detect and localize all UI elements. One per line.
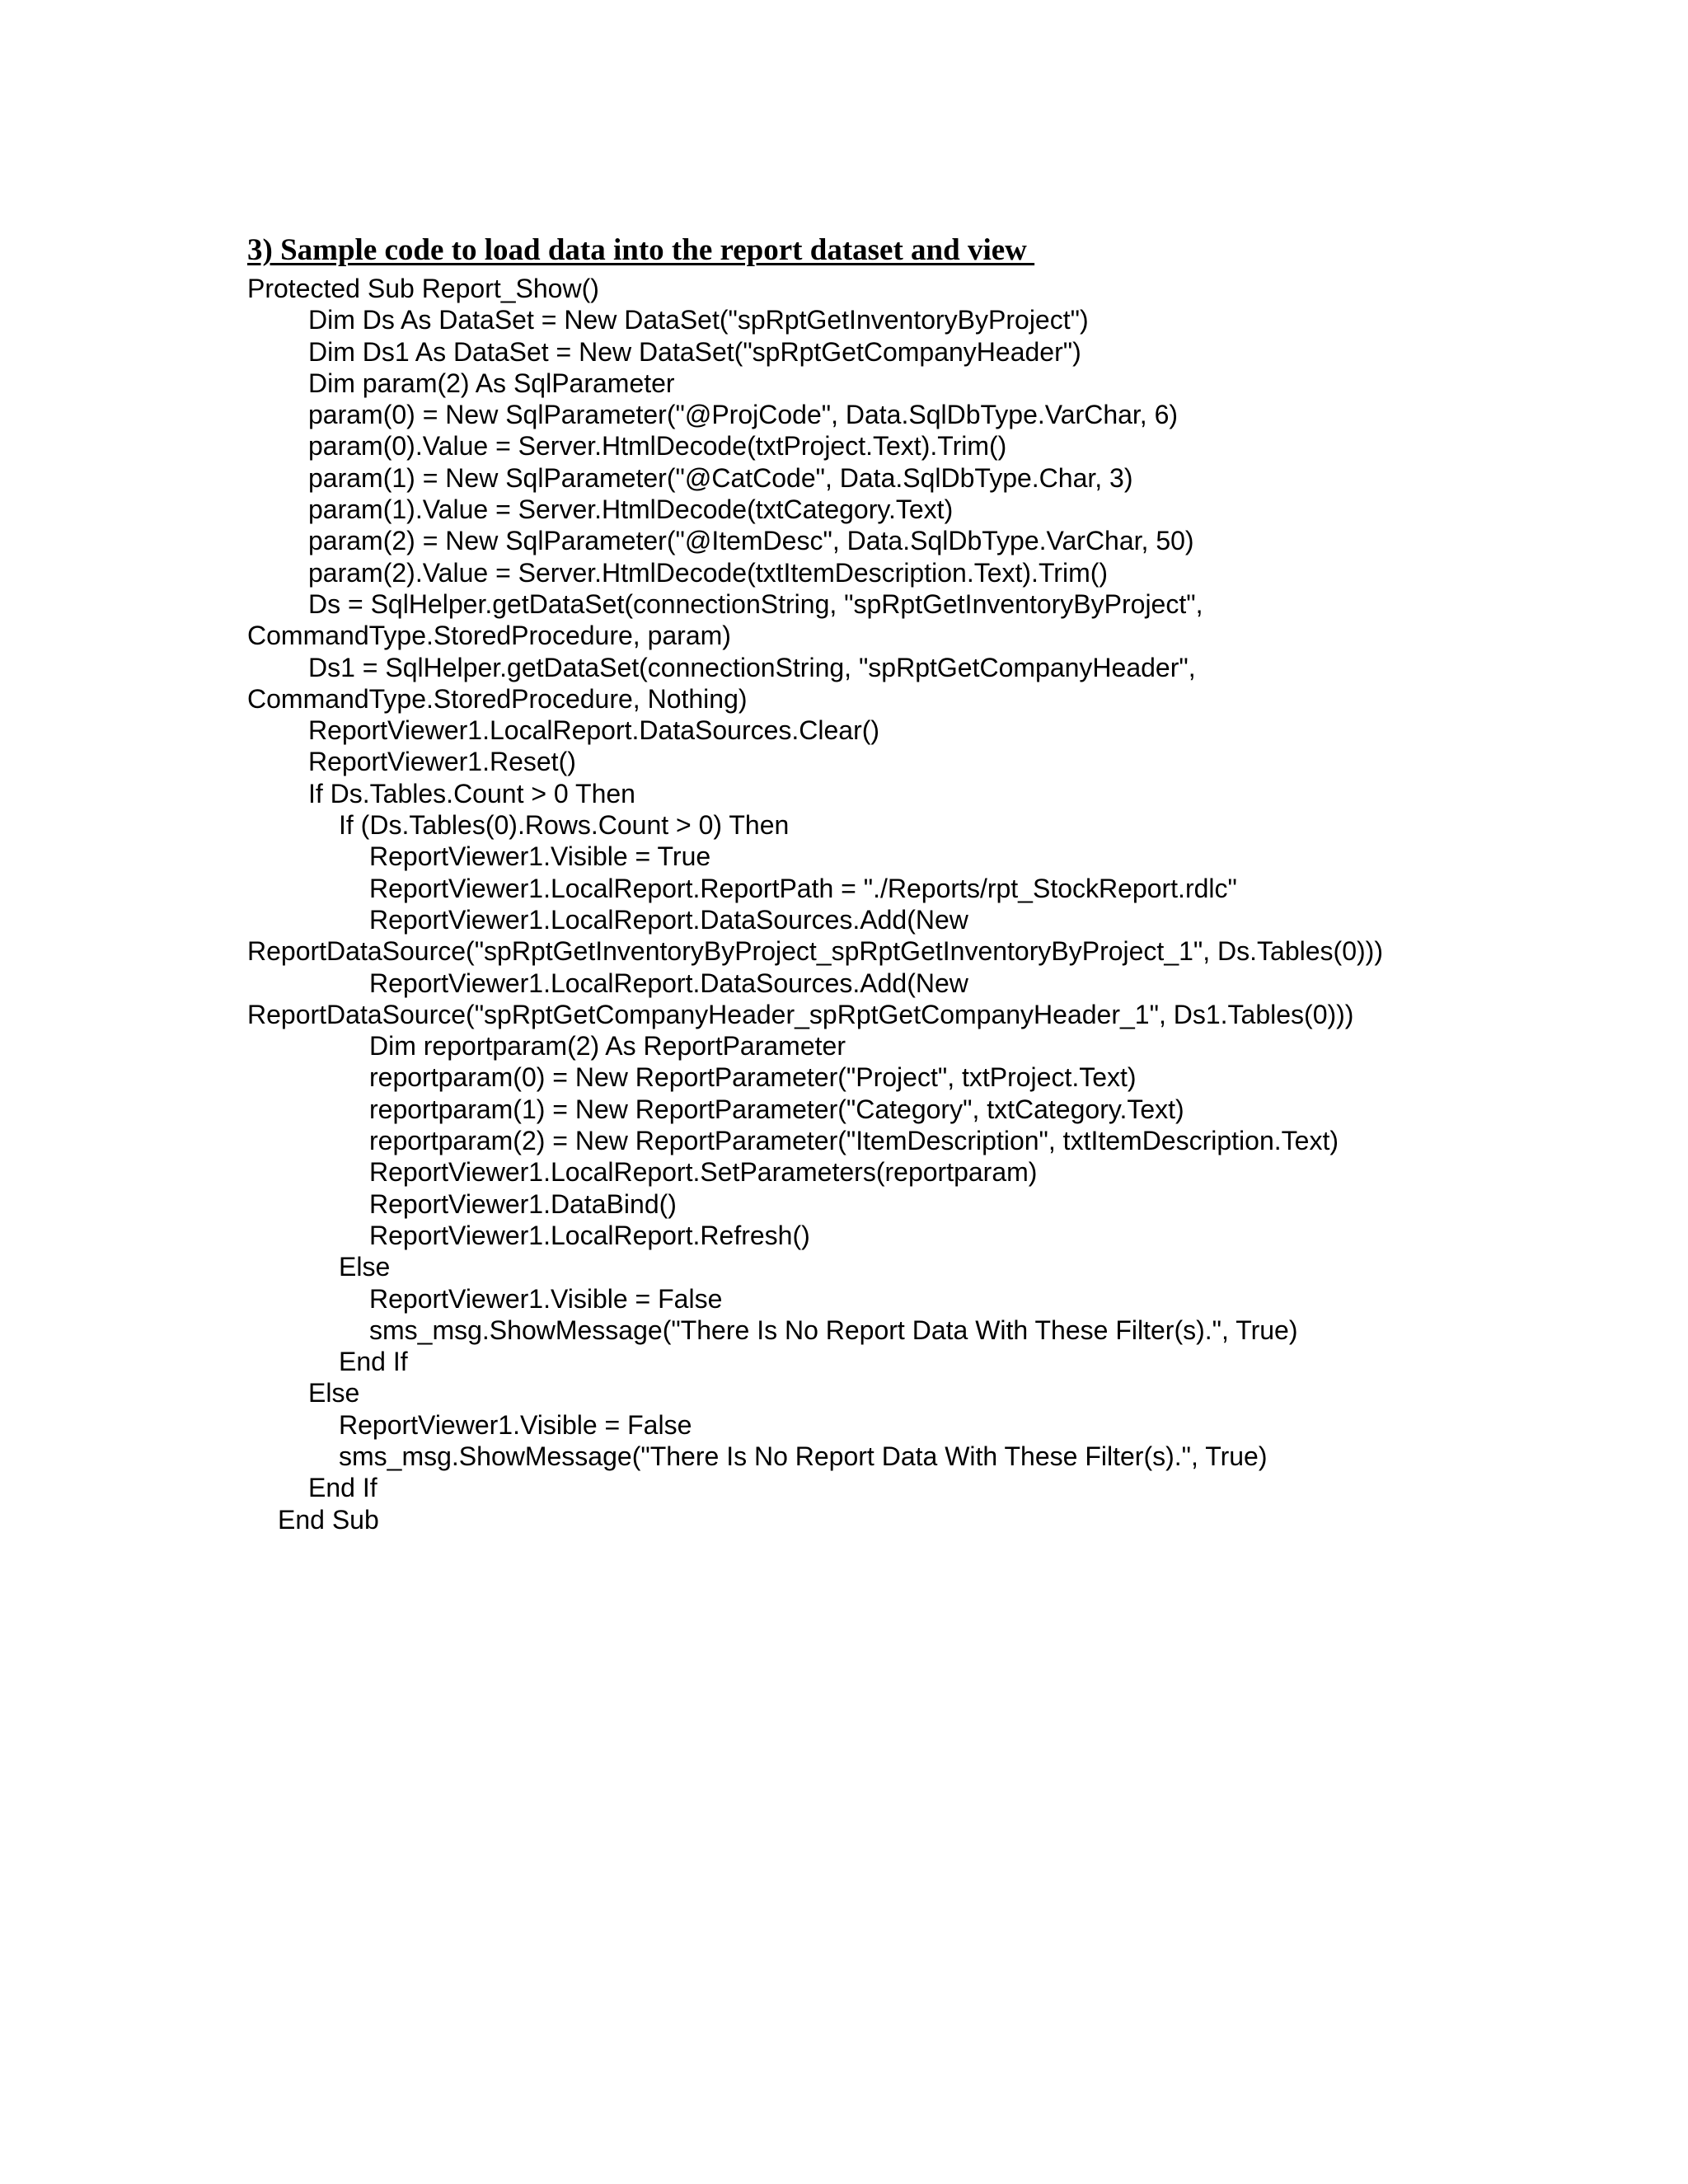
code-line: param(2).Value = Server.HtmlDecode(txtItemDescription.Text).Trim() <box>308 557 1109 588</box>
code-line: ReportViewer1.Visible = False <box>369 1283 723 1314</box>
code-line: ReportViewer1.LocalReport.DataSources.Clear() <box>308 715 880 746</box>
code-line: ReportViewer1.LocalReport.DataSources.Add(New <box>369 904 968 935</box>
code-line: sms_msg.ShowMessage("There Is No Report Data With These Filter(s).", True) <box>339 1441 1268 1471</box>
code-line: End If <box>308 1473 377 1503</box>
code-line: reportparam(0) = New ReportParameter("Project", txtProject.Text) <box>369 1062 1137 1093</box>
code-line: CommandType.StoredProcedure, param) <box>247 621 731 651</box>
code-line: Dim param(2) As SqlParameter <box>308 368 675 398</box>
code-line: Dim Ds1 As DataSet = New DataSet("spRptGetCompanyHeader") <box>308 336 1081 367</box>
code-line: End Sub <box>278 1504 379 1535</box>
code-line: ReportDataSource("spRptGetCompanyHeader_spRptGetCompanyHeader_1", Ds1.Tables(0))) <box>247 999 1354 1029</box>
code-line: ReportViewer1.DataBind() <box>369 1188 677 1219</box>
code-line: ReportDataSource("spRptGetInventoryByProject_spRptGetInventoryByProject_1", Ds.Tables(0))) <box>247 936 1383 967</box>
code-line: ReportViewer1.LocalReport.Refresh() <box>369 1220 810 1250</box>
code-line: Dim reportparam(2) As ReportParameter <box>369 1031 846 1062</box>
code-line: Protected Sub Report_Show() <box>247 274 599 303</box>
code-line: ReportViewer1.LocalReport.SetParameters(reportparam) <box>369 1157 1038 1188</box>
code-line: If (Ds.Tables(0).Rows.Count > 0) Then <box>339 810 790 841</box>
code-line: ReportViewer1.Visible = False <box>339 1409 692 1440</box>
code-line: ReportViewer1.Visible = True <box>369 841 711 872</box>
code-line: Ds = SqlHelper.getDataSet(connectionString, "spRptGetInventoryByProject", <box>308 588 1203 619</box>
code-line: If Ds.Tables.Count > 0 Then <box>308 778 635 808</box>
code-line: param(1).Value = Server.HtmlDecode(txtCategory.Text) <box>308 494 954 525</box>
code-line: Else <box>308 1378 360 1408</box>
code-line: sms_msg.ShowMessage("There Is No Report Data With These Filter(s).", True) <box>369 1315 1298 1345</box>
code-line: CommandType.StoredProcedure, Nothing) <box>247 683 748 714</box>
code-line: ReportViewer1.LocalReport.DataSources.Add(New <box>369 968 968 998</box>
code-block <box>247 273 1665 1535</box>
code-line: Else <box>339 1252 391 1282</box>
code-line: End If <box>339 1347 408 1377</box>
code-line: Ds1 = SqlHelper.getDataSet(connectionString, "spRptGetCompanyHeader", <box>308 652 1196 682</box>
code-line: ReportViewer1.LocalReport.ReportPath = "./Reports/rpt_StockReport.rdlc" <box>369 873 1237 903</box>
code-line: Dim Ds As DataSet = New DataSet("spRptGetInventoryByProject") <box>308 305 1089 335</box>
code-line: param(0) = New SqlParameter("@ProjCode", Data.SqlDbType.VarChar, 6) <box>308 400 1179 430</box>
code-line: ReportViewer1.Reset() <box>308 747 576 777</box>
code-line: param(0).Value = Server.HtmlDecode(txtProject.Text).Trim() <box>308 431 1007 462</box>
code-line: reportparam(1) = New ReportParameter("Category", txtCategory.Text) <box>369 1094 1184 1124</box>
code-line: param(2) = New SqlParameter("@ItemDesc", Data.SqlDbType.VarChar, 50) <box>308 526 1194 556</box>
section-heading: 3) Sample code to load data into the report dataset and view <box>247 233 1035 267</box>
code-line: param(1) = New SqlParameter("@CatCode", Data.SqlDbType.Char, 3) <box>308 462 1133 493</box>
code-line: reportparam(2) = New ReportParameter("ItemDescription", txtItemDescription.Text) <box>369 1126 1339 1156</box>
